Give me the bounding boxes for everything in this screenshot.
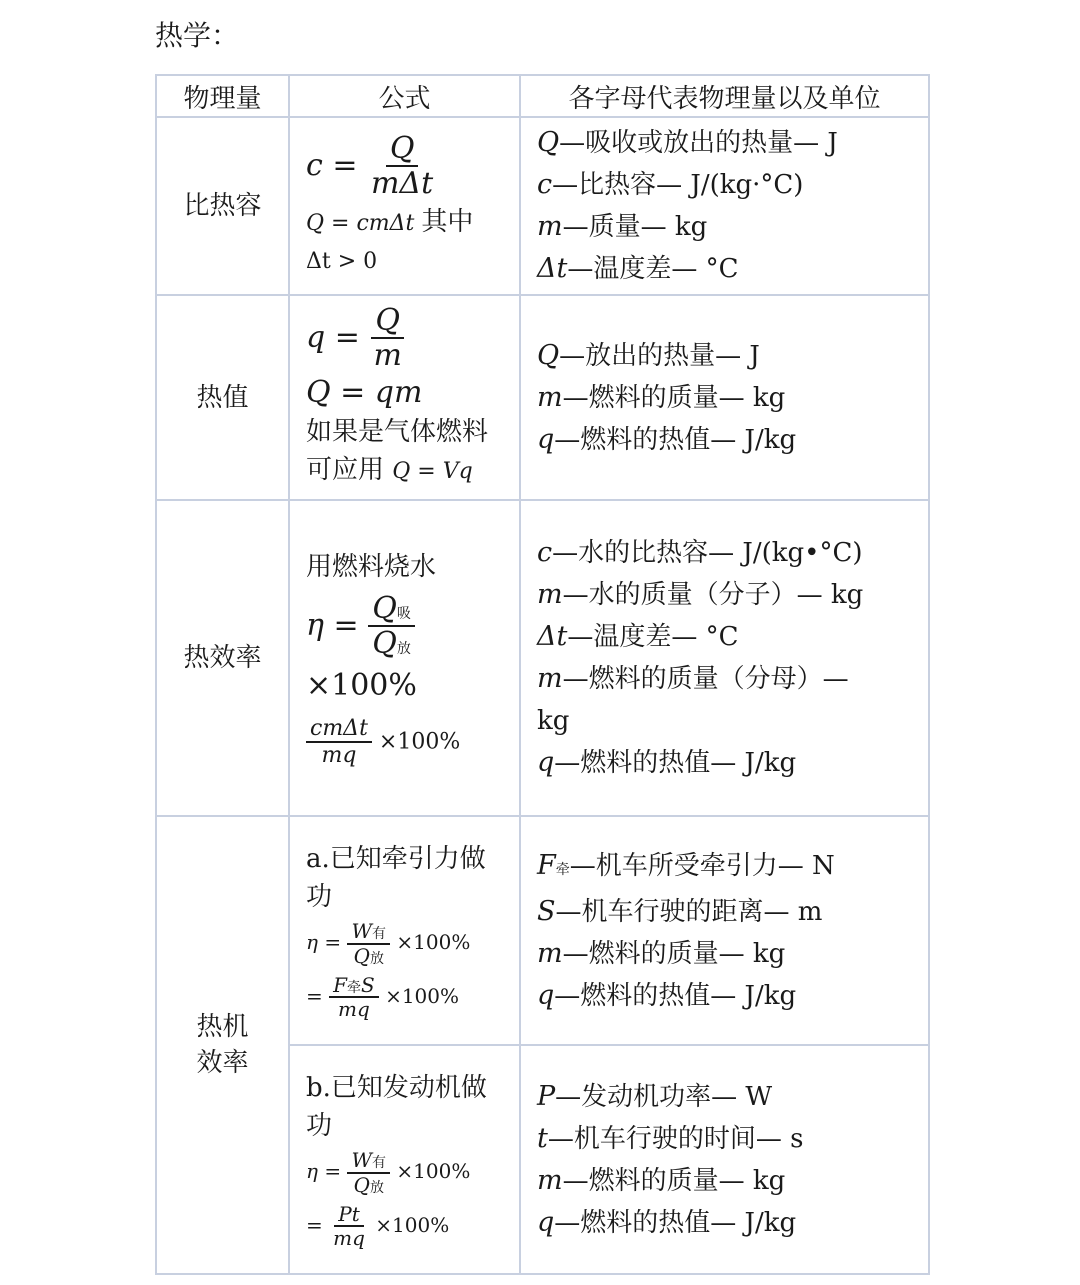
symbol-line: kg xyxy=(537,706,570,736)
quantity-name: 比热容 xyxy=(156,117,289,295)
fraction: $\frac{\text{Q吸}}{\text{Q放}}$ xyxy=(368,592,415,662)
formula-equation: Q = qm xyxy=(306,375,423,411)
symbol-line: S—机车行驶的距离— m xyxy=(537,895,823,927)
table-row-thermal-efficiency xyxy=(156,500,929,816)
table-row-engine-efficiency-a xyxy=(156,816,929,1045)
formula-note: 可应用 Q = Vq xyxy=(306,455,473,486)
fraction: $\frac{Q}{m}$ xyxy=(369,304,405,374)
fraction: $\frac{\text{F牵S}}{mq}$ xyxy=(329,974,379,1021)
symbols-cell xyxy=(520,816,929,1045)
symbols-cell xyxy=(520,295,929,500)
formula-condition: Δt > 0 xyxy=(306,248,378,274)
header-formula: 公式 xyxy=(289,75,520,117)
symbol-line: q—燃料的热值— J/kg xyxy=(537,979,797,1011)
symbol-line: m—燃料的质量— kg xyxy=(537,937,786,969)
symbol-line: Q—吸收或放出的热量— J xyxy=(537,127,838,158)
symbols-cell xyxy=(520,117,929,295)
header-quantity: 物理量 xyxy=(156,75,289,117)
header-symbols-units: 各字母代表物理量以及单位 xyxy=(520,75,929,117)
symbols-cell xyxy=(520,500,929,816)
symbol-line: Q—放出的热量— J xyxy=(537,339,760,371)
formula-note: 功 xyxy=(306,882,333,913)
quantity-name: 热值 xyxy=(156,295,289,500)
formula-equation: η = $\frac{\text{W有}}{\text{Q放}}$ ×100% xyxy=(306,919,471,968)
symbol-line: c—水的比热容— J/(kg•°C) xyxy=(537,537,863,568)
symbol-line: q—燃料的热值— J/kg xyxy=(537,747,797,778)
table-header-row xyxy=(156,75,929,117)
formula-cell xyxy=(289,117,520,295)
symbol-line: t—机车行驶的时间— s xyxy=(537,1122,804,1154)
formula-equation: η = $\frac{\text{Q吸}}{\text{Q放}}$ ×100% xyxy=(306,590,417,703)
formula-cell xyxy=(289,295,520,500)
fraction: $\frac{Q}{\text{mΔt}}$ xyxy=(371,131,434,202)
quantity-name: 热效率 xyxy=(156,500,289,816)
fraction: $\frac{\text{W有}}{\text{Q放}}$ xyxy=(347,920,390,967)
formula-note: 如果是气体燃料 xyxy=(306,417,489,448)
symbol-line: m—燃料的质量（分母）— xyxy=(537,663,849,694)
formula-cell xyxy=(289,816,520,1045)
formula-equation: Q = cmΔt 其中 xyxy=(306,206,474,237)
symbol-line: Δt—温度差— °C xyxy=(537,253,739,284)
formula-equation: η = $\frac{\text{W有}}{\text{Q放}}$ ×100% xyxy=(306,1148,471,1197)
table-row-specific-heat xyxy=(156,117,929,295)
formula-note: a.已知牵引力做 xyxy=(306,844,486,875)
symbol-line: q—燃料的热值— J/kg xyxy=(537,1206,797,1238)
formula-equation: = $\frac{Pt}{mq}$ ×100% xyxy=(306,1201,450,1250)
symbol-line: q—燃料的热值— J/kg xyxy=(537,423,797,455)
symbol-line: m—燃料的质量— kg xyxy=(537,381,786,413)
formula-cell xyxy=(289,1045,520,1274)
formula-note: 功 xyxy=(306,1111,333,1142)
symbol-line: m—质量— kg xyxy=(537,211,708,242)
formula-equation: $\frac{\text{cmΔt}}{mq}$ ×100% xyxy=(306,717,509,768)
symbols-cell xyxy=(520,1045,929,1274)
table-row-heat-value xyxy=(156,295,929,500)
symbol-line: m—水的质量（分子）— kg xyxy=(537,579,864,610)
symbol-line: P—发动机功率— W xyxy=(537,1080,773,1112)
symbol-line: F牵—机车所受牵引力— N xyxy=(537,849,835,881)
thermodynamics-formula-table xyxy=(155,74,930,1275)
formula-equation: q = $\frac{Q}{m}$ xyxy=(306,304,509,374)
quantity-name: 热机 效率 xyxy=(156,816,289,1274)
formula-equation: = $\frac{\text{F牵S}}{mq}$ ×100% xyxy=(306,972,460,1021)
section-heading: 热学： xyxy=(155,19,240,52)
formula-equation: c = $\frac{Q}{\text{mΔt}}$ xyxy=(306,132,509,202)
formula-note: 用燃料烧水 xyxy=(306,551,437,582)
fraction: $\frac{\text{cmΔt}}{mq}$ xyxy=(306,717,372,768)
formula-note: b.已知发动机做 xyxy=(306,1073,487,1104)
symbol-line: m—燃料的质量— kg xyxy=(537,1164,786,1196)
symbol-line: Δt—温度差— °C xyxy=(537,621,739,652)
symbol-line: c—比热容— J/(kg·°C) xyxy=(537,169,804,200)
fraction: $\frac{Pt}{mq}$ xyxy=(333,1201,365,1250)
fraction: $\frac{\text{W有}}{\text{Q放}}$ xyxy=(347,1149,390,1196)
formula-cell xyxy=(289,500,520,816)
